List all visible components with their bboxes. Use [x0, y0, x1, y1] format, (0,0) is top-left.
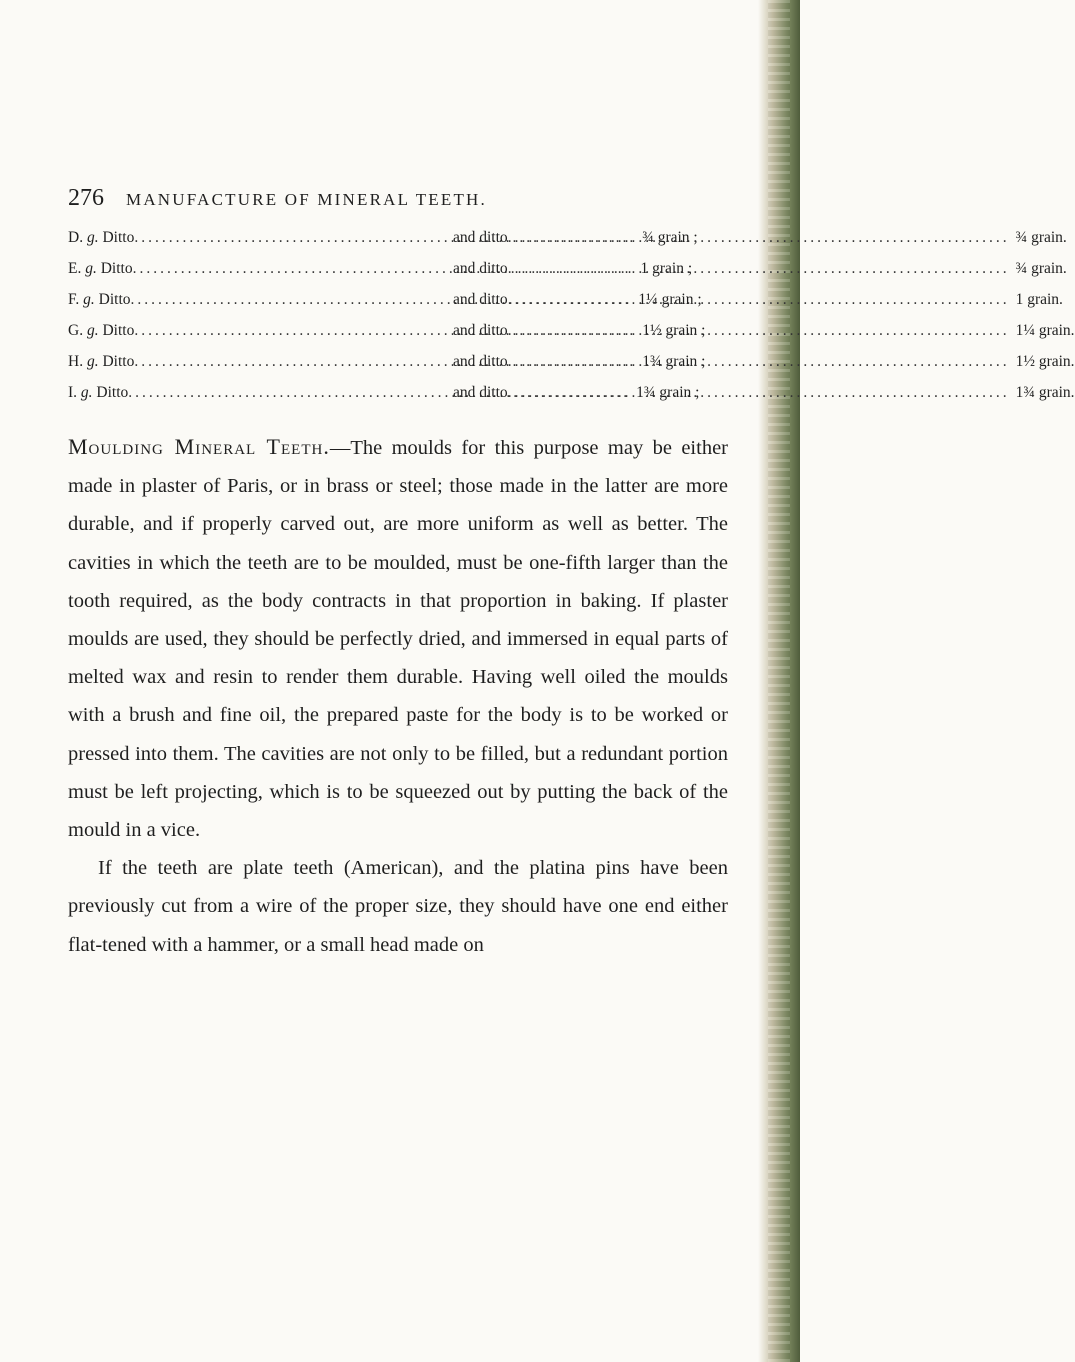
- first-amount: 1¼ grain ;: [638, 291, 702, 308]
- leader-dots: [508, 384, 1010, 402]
- first-amount: 1 grain ;: [640, 260, 693, 277]
- section-heading: Moulding Mineral Teeth.: [68, 434, 330, 459]
- first-amount: 1¾ grain ;: [636, 384, 700, 401]
- row-mid-label: and ditto: [453, 260, 508, 277]
- body-text: [68, 428, 728, 964]
- paragraph-plate-teeth: If the teeth are plate teeth (American), and the platina pins have been previously cut from a wire of the proper size, they should have one end either flat-tened with a hammer, or a small head made on: [68, 857, 728, 956]
- second-amount: 1¼ grain.: [1015, 322, 1075, 339]
- row-label: D. g. Ditto: [68, 229, 135, 246]
- table-row: [68, 291, 1063, 322]
- table-row: [68, 260, 1067, 291]
- row-label: H. g. Ditto: [68, 353, 135, 370]
- row-label: I. g. Ditto: [68, 384, 129, 401]
- row-mid-label: and ditto: [453, 353, 508, 370]
- page-number: 276: [68, 185, 104, 211]
- leader-dots: [508, 260, 1010, 278]
- row-label: F. g. Ditto: [68, 291, 131, 308]
- table-row: [68, 353, 1075, 384]
- second-amount: ¾ grain.: [1015, 229, 1067, 246]
- second-amount: 1¾ grain.: [1015, 384, 1075, 401]
- table-row: [68, 384, 1075, 415]
- leader-dots: [508, 353, 1010, 371]
- row-mid-label: and ditto: [453, 384, 508, 401]
- leader-dots: [508, 291, 1010, 309]
- second-amount: 1½ grain.: [1015, 353, 1075, 370]
- row-label: E. g. Ditto: [68, 260, 133, 277]
- paragraph-moulding: [68, 428, 728, 849]
- page-header: [68, 185, 728, 212]
- leader-dots: [508, 229, 1010, 247]
- second-amount: 1 grain.: [1015, 291, 1063, 308]
- row-mid-label: and ditto: [453, 291, 508, 308]
- table-row: [68, 322, 1075, 353]
- row-mid-label: and ditto: [453, 229, 508, 246]
- leader-dots: [508, 322, 1010, 340]
- first-amount: 1¾ grain ;: [642, 353, 706, 370]
- ingredient-table: [68, 229, 1075, 415]
- running-title: MANUFACTURE OF MINERAL TEETH.: [126, 190, 487, 209]
- first-amount: 1½ grain ;: [642, 322, 706, 339]
- second-amount: ¾ grain.: [1015, 260, 1067, 277]
- page-edge-binding: [758, 0, 800, 1362]
- table-row: [68, 229, 1067, 260]
- first-amount: ¾ grain ;: [642, 229, 698, 246]
- row-label: G. g. Ditto: [68, 322, 135, 339]
- paragraph-text: —The moulds for this purpose may be either made in plaster of Paris, or in brass or steel; those made in the latter are more durable, and if properly carved out, are more uniform as well as better. The cavities in which the teeth are to be moulded, must be one-fifth larger than the tooth required, as the body contracts in that proportion in baking. If plaster moulds are used, they should be perfectly dried, and immersed in equal parts of melted wax and resin to render them durable. Having well oiled the moulds with a brush and fine oil, the prepared paste for the body is to be worked or pressed into them. The cavities are not only to be filled, but a redundant portion must be left projecting, which is to be squeezed out by putting the back of the mould in a vice.: [68, 437, 729, 842]
- row-mid-label: and ditto: [453, 322, 508, 339]
